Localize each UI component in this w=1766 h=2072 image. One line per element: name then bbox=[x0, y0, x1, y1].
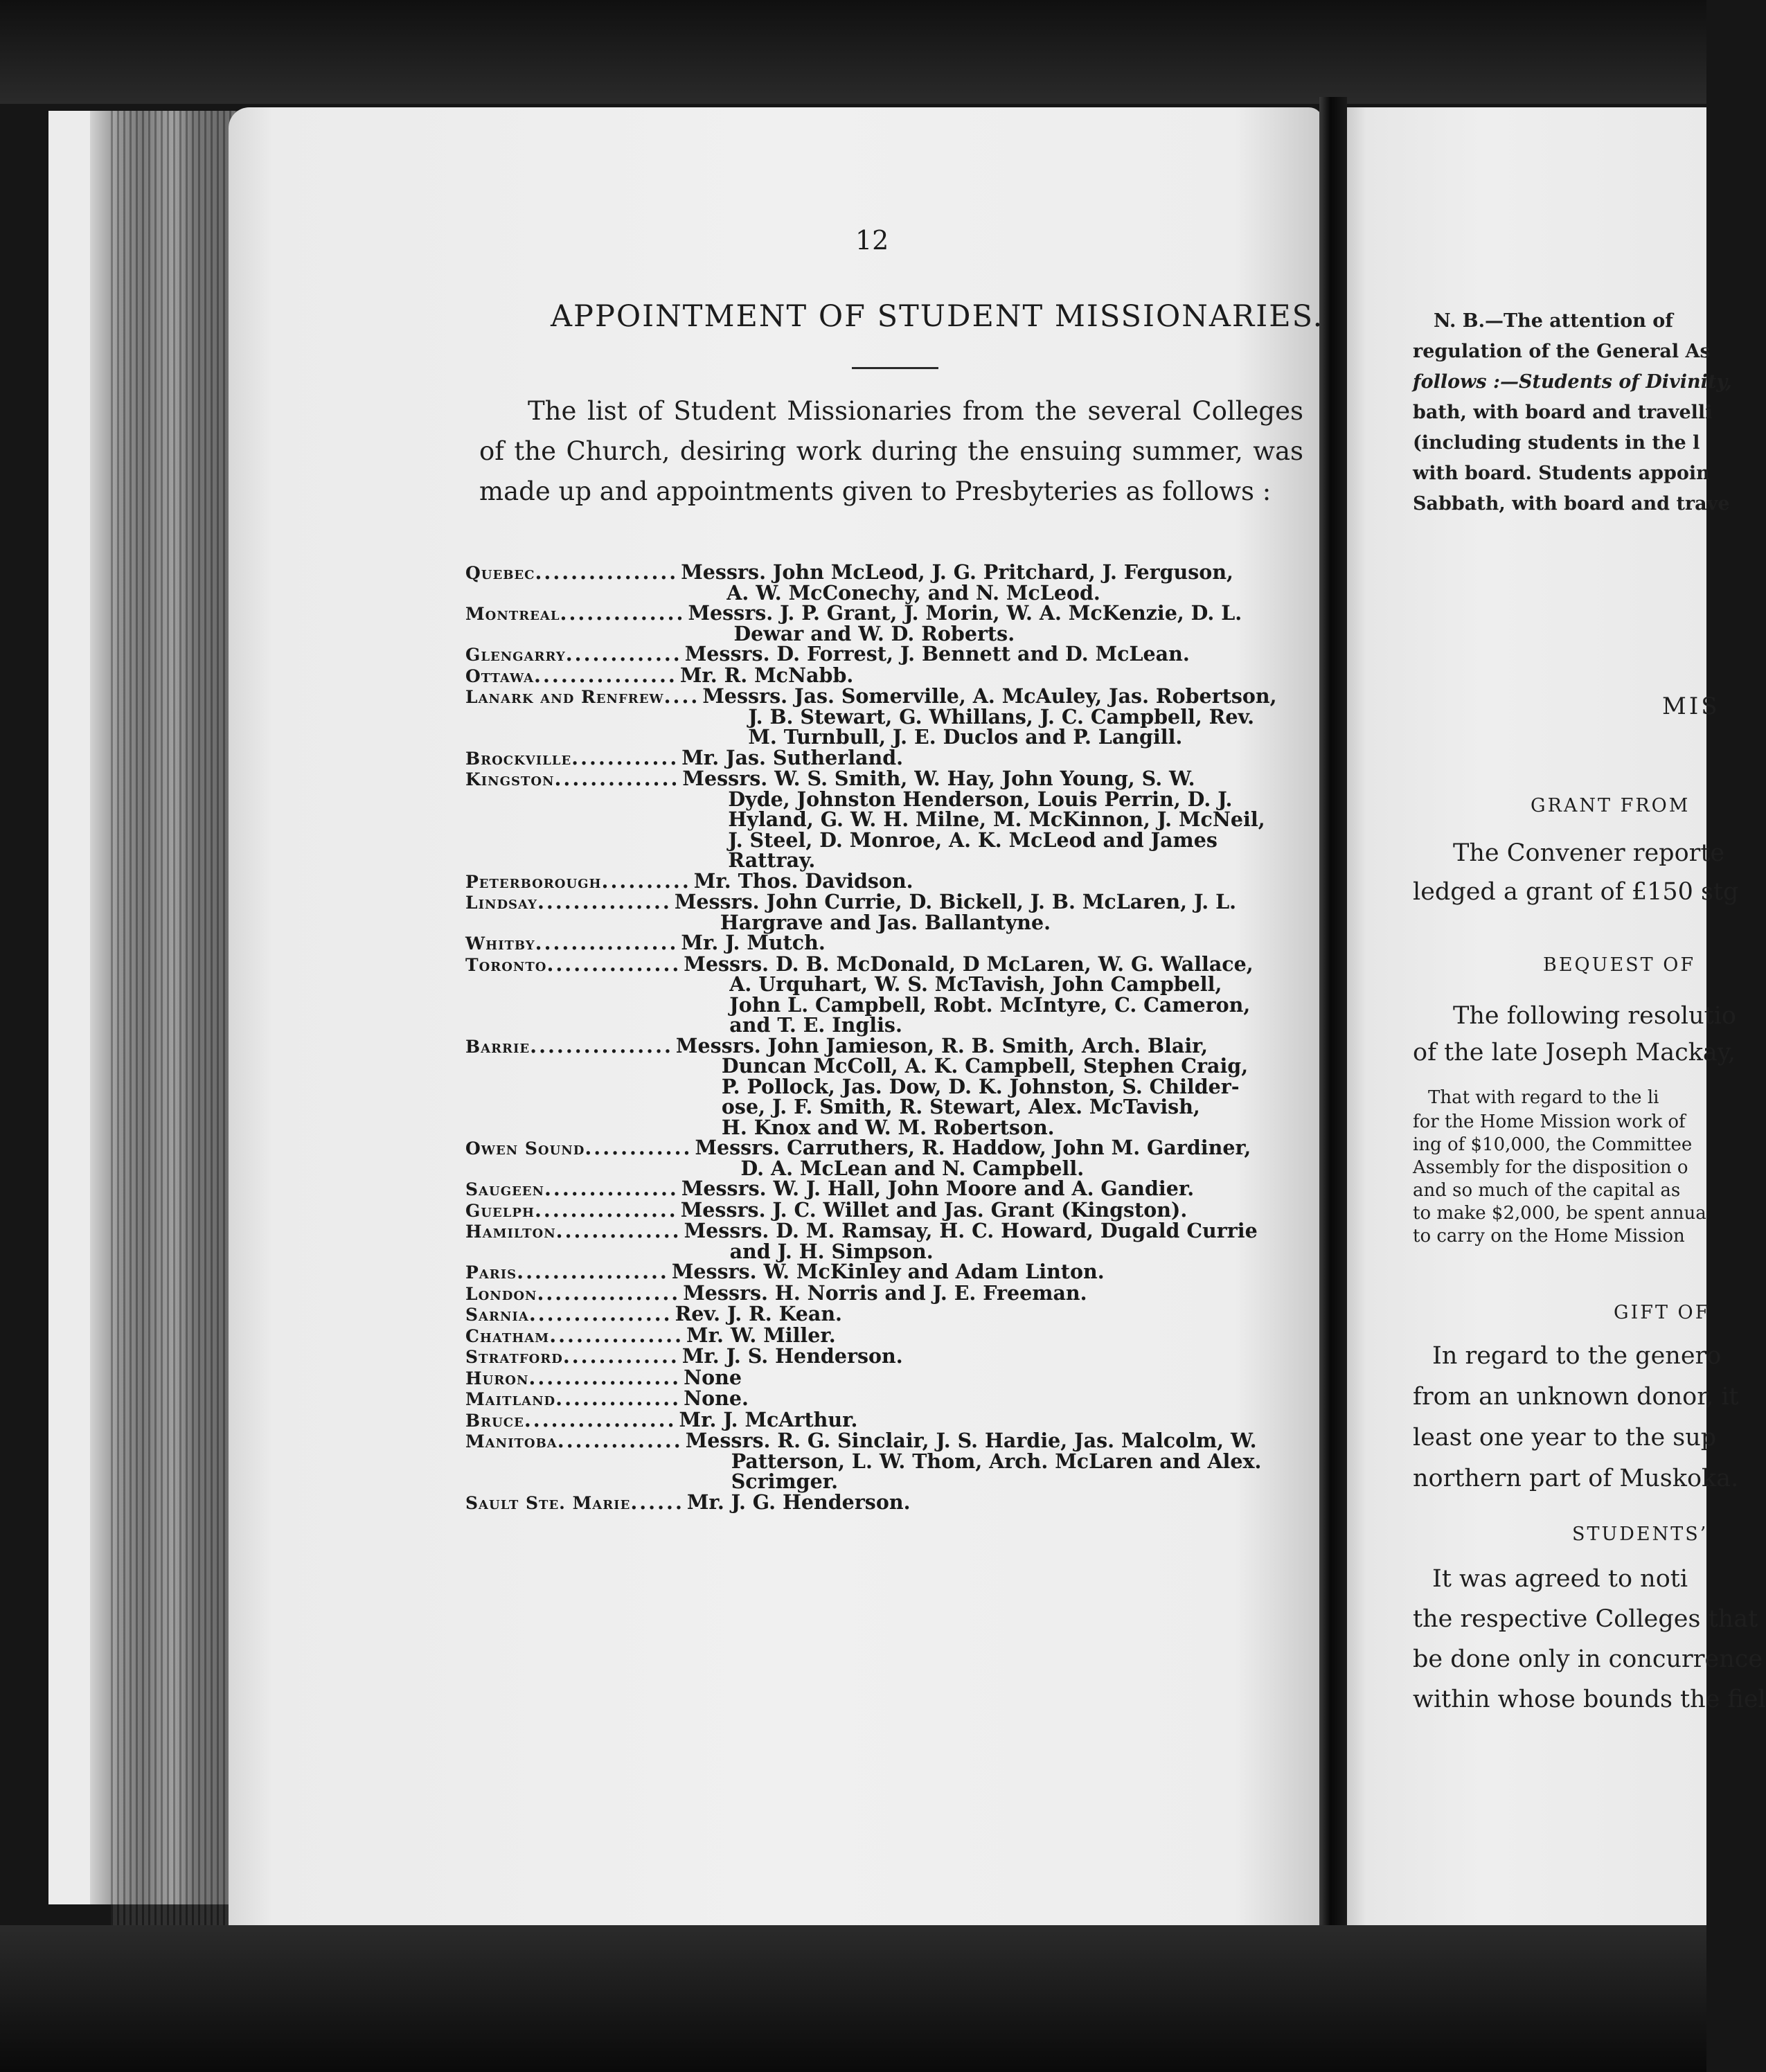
leader-dots: ............... bbox=[544, 1177, 679, 1200]
names-line: Messrs. D. B. McDonald, D McLaren, W. G. Wallace, bbox=[684, 952, 1254, 976]
presbytery-name: Whitby bbox=[465, 934, 535, 954]
leader-dots: ............... bbox=[549, 1323, 684, 1347]
missionary-names bbox=[683, 1431, 1296, 1492]
appointment-list bbox=[465, 562, 1296, 1513]
presbytery-name: Lindsay bbox=[465, 893, 537, 913]
missionary-names bbox=[684, 1325, 1296, 1347]
grant-line: The Convener reporte bbox=[1453, 839, 1725, 867]
leader-dots: ............... bbox=[546, 952, 681, 976]
leader-dots: ...... bbox=[630, 1490, 684, 1514]
students-line: within whose bounds the fiel bbox=[1413, 1686, 1766, 1713]
scan-background-bottom bbox=[0, 1925, 1706, 2072]
appointment-entry bbox=[465, 1407, 1296, 1431]
leader-dots: ............ bbox=[571, 745, 679, 769]
presbytery-name: Chatham bbox=[465, 1325, 550, 1346]
section-mark: MIS bbox=[1662, 693, 1720, 720]
names-line: Messrs. W. McKinley and Adam Linton. bbox=[671, 1260, 1105, 1283]
appointment-entry bbox=[465, 1431, 1296, 1492]
page-title: APPOINTMENT OF STUDENT MISSIONARIES. bbox=[551, 299, 1324, 334]
names-line: Rattray. bbox=[728, 848, 816, 872]
appointment-entry bbox=[465, 954, 1296, 1036]
appointment-entry bbox=[465, 1365, 1296, 1389]
appointment-entry bbox=[465, 769, 1296, 871]
presbytery-label bbox=[465, 686, 699, 748]
presbytery-name: Peterborough bbox=[465, 871, 602, 892]
names-line: P. Pollock, Jas. Dow, D. K. Johnston, S. Childer- bbox=[721, 1074, 1240, 1098]
names-line: Messrs. J. C. Willet and Jas. Grant (Kingston). bbox=[680, 1197, 1188, 1222]
intro-paragraph: The list of Student Missionaries from the several Colleges of the Church, desiring work during the ensuing summer, was made up and appointments given to Presbyteries as follows : bbox=[479, 396, 1303, 506]
appointment-entry bbox=[465, 1033, 1296, 1139]
presbytery-name: Bruce bbox=[465, 1410, 524, 1431]
presbytery-label bbox=[465, 1179, 679, 1200]
appointment-entry bbox=[465, 663, 1296, 687]
names-line: Hargrave and Jas. Ballantyne. bbox=[720, 910, 1051, 934]
names-line: John L. Campbell, Robt. McIntyre, C. Cameron, bbox=[729, 992, 1251, 1017]
title-rule bbox=[852, 367, 938, 369]
appointment-entry bbox=[465, 1492, 1296, 1514]
presbytery-label bbox=[465, 1304, 672, 1325]
appointment-entry bbox=[465, 644, 1296, 666]
students-line: be done only in concurrence bbox=[1413, 1645, 1763, 1673]
missionary-names bbox=[699, 686, 1296, 748]
presbytery-name: Kingston bbox=[465, 769, 555, 789]
students-line: It was agreed to noti bbox=[1432, 1565, 1688, 1593]
scan-background-top bbox=[0, 0, 1706, 104]
appointment-entry bbox=[465, 1304, 1296, 1325]
presbytery-label bbox=[465, 933, 678, 954]
names-line: Messrs. John McLeod, J. G. Pritchard, J. Ferguson, bbox=[681, 560, 1233, 584]
names-line: Dewar and W. D. Roberts. bbox=[733, 621, 1015, 645]
names-line: Hyland, G. W. H. Milne, M. McKinnon, J. McNeil, bbox=[728, 807, 1265, 831]
leader-dots: ................ bbox=[535, 931, 679, 954]
missionary-names bbox=[681, 1365, 1296, 1389]
presbytery-name: Owen Sound bbox=[465, 1138, 585, 1159]
missionary-names bbox=[684, 1492, 1296, 1514]
names-line: Duncan McColl, A. K. Campbell, Stephen Craig, bbox=[721, 1054, 1249, 1078]
names-line: Mr. J. S. Henderson. bbox=[681, 1344, 903, 1368]
bequest-line: of the late Joseph Mackay, bbox=[1413, 1039, 1736, 1066]
appointment-entry bbox=[465, 562, 1296, 603]
book-gutter bbox=[1319, 97, 1347, 1960]
missionary-names bbox=[680, 1280, 1296, 1305]
presbytery-name: Hamilton bbox=[465, 1222, 556, 1242]
names-line: J. Steel, D. Monroe, A. K. McLeod and James bbox=[728, 828, 1218, 852]
presbytery-name: Maitland bbox=[465, 1389, 556, 1409]
presbytery-label bbox=[465, 562, 678, 603]
presbytery-label bbox=[465, 1138, 692, 1179]
leader-dots: ................. bbox=[528, 1365, 681, 1389]
names-line: Messrs. Carruthers, R. Haddow, John M. Gardiner, bbox=[695, 1136, 1251, 1159]
names-line: M. Turnbull, J. E. Duclos and P. Langill. bbox=[748, 725, 1183, 749]
nb-line: regulation of the General As bbox=[1413, 341, 1711, 362]
presbytery-name: Stratford bbox=[465, 1347, 563, 1367]
missionary-names bbox=[678, 1197, 1296, 1222]
presbytery-label bbox=[465, 1365, 681, 1389]
presbytery-name: Glengarry bbox=[465, 645, 566, 665]
leader-dots: .............. bbox=[555, 1219, 681, 1242]
leader-dots: ............ bbox=[585, 1136, 693, 1159]
appointment-entry bbox=[465, 1138, 1296, 1179]
names-line: Messrs. John Currie, D. Bickell, J. B. McLaren, J. L. bbox=[674, 890, 1237, 913]
leader-dots: ................ bbox=[530, 1033, 673, 1057]
names-line: Mr. R. McNabb. bbox=[679, 663, 854, 687]
quote-line: ing of $10,000, the Committee bbox=[1413, 1134, 1693, 1155]
leader-dots: ................ bbox=[534, 663, 677, 687]
names-line: Messrs. D. M. Ramsay, H. C. Howard, Dugald Currie bbox=[684, 1219, 1258, 1242]
appointment-entry bbox=[465, 603, 1296, 644]
names-line: Mr. Jas. Sutherland. bbox=[681, 745, 904, 769]
page-number: 12 bbox=[855, 225, 889, 256]
appointment-entry bbox=[465, 1179, 1296, 1200]
nb-line: Sabbath, with board and trave bbox=[1413, 493, 1730, 515]
missionary-names bbox=[672, 1304, 1296, 1325]
nb-line: with board. Students appoin bbox=[1413, 463, 1710, 484]
gift-line: from an unknown donor, it bbox=[1413, 1383, 1739, 1411]
presbytery-name: Quebec bbox=[465, 563, 535, 583]
presbytery-name: Barrie bbox=[465, 1036, 530, 1057]
leader-dots: ................. bbox=[524, 1407, 677, 1431]
presbytery-name: Manitoba bbox=[465, 1431, 558, 1452]
missionary-names bbox=[691, 868, 1296, 893]
presbytery-name: London bbox=[465, 1283, 537, 1304]
presbytery-name: Paris bbox=[465, 1262, 517, 1283]
names-line: A. Urquhart, W. S. McTavish, John Campbell, bbox=[729, 972, 1222, 996]
missionary-names bbox=[685, 603, 1296, 644]
gift-line: In regard to the genero bbox=[1432, 1342, 1722, 1370]
presbytery-label bbox=[465, 745, 679, 769]
nb-line: (including students in the l bbox=[1413, 432, 1700, 454]
names-line: Mr. Thos. Davidson. bbox=[693, 868, 913, 893]
leader-dots: .............. bbox=[555, 1386, 681, 1410]
names-line: and J. H. Simpson. bbox=[729, 1239, 934, 1263]
leader-dots: ................ bbox=[535, 560, 679, 584]
names-line: Patterson, L. W. Thom, Arch. McLaren and Alex. bbox=[731, 1449, 1262, 1473]
missionary-names bbox=[679, 769, 1296, 871]
missionary-names bbox=[678, 562, 1296, 603]
quote-line: for the Home Mission work of bbox=[1413, 1111, 1686, 1132]
leader-dots: ................ bbox=[534, 1197, 678, 1222]
leader-dots: ............. bbox=[562, 1344, 679, 1368]
names-line: and T. E. Inglis. bbox=[729, 1013, 902, 1037]
heading-gift: GIFT OF bbox=[1614, 1302, 1711, 1323]
presbytery-name: Toronto bbox=[465, 954, 547, 975]
heading-bequest: BEQUEST OF bbox=[1543, 954, 1696, 976]
nb-line: N. B.—The attention of bbox=[1434, 310, 1673, 332]
appointment-entry bbox=[465, 1388, 1296, 1410]
names-line: Mr. W. Miller. bbox=[686, 1323, 836, 1347]
presbytery-name: Huron bbox=[465, 1368, 529, 1388]
names-line: Scrimger. bbox=[731, 1470, 839, 1493]
leader-dots: .............. bbox=[560, 601, 686, 625]
missionary-names bbox=[681, 1221, 1296, 1262]
appointment-entry bbox=[465, 933, 1296, 954]
heading-grant: GRANT FROM bbox=[1531, 795, 1691, 816]
presbytery-label bbox=[465, 1221, 681, 1262]
leader-dots: ............. bbox=[565, 642, 682, 666]
missionary-names bbox=[673, 1033, 1296, 1139]
students-line: the respective Colleges that bbox=[1413, 1605, 1758, 1633]
names-line: Mr. J. Mutch. bbox=[681, 931, 826, 954]
names-line: Messrs. J. P. Grant, J. Morin, W. A. McKenzie, D. L. bbox=[688, 601, 1242, 625]
gift-line: least one year to the sup bbox=[1413, 1424, 1717, 1452]
missionary-names bbox=[681, 1388, 1296, 1410]
appointment-entry bbox=[465, 1221, 1296, 1262]
names-line: Messrs. Jas. Somerville, A. McAuley, Jas. Robertson, bbox=[702, 684, 1277, 708]
names-line: Messrs. W. S. Smith, W. Hay, John Young, S. W. bbox=[682, 767, 1195, 790]
missionary-names bbox=[679, 745, 1296, 769]
nb-line: follows :—Students of Divinity, bbox=[1413, 371, 1732, 393]
names-line: Mr. J. G. Henderson. bbox=[686, 1490, 911, 1514]
presbytery-name: Brockville bbox=[465, 748, 572, 769]
leader-dots: .............. bbox=[554, 767, 680, 790]
names-line: ose, J. F. Smith, R. Stewart, Alex. McTavish, bbox=[721, 1095, 1200, 1118]
presbytery-label bbox=[465, 1388, 681, 1410]
appointment-entry bbox=[465, 1262, 1296, 1283]
quote-line: Assembly for the disposition o bbox=[1413, 1157, 1688, 1178]
presbytery-name: Lanark and Renfrew bbox=[465, 687, 664, 707]
presbytery-label bbox=[465, 892, 672, 933]
missionary-names bbox=[692, 1138, 1296, 1179]
quote-line: to make $2,000, be spent annua bbox=[1413, 1203, 1706, 1224]
presbytery-label bbox=[465, 1346, 679, 1368]
quote-line: and so much of the capital as bbox=[1413, 1180, 1681, 1201]
presbytery-label bbox=[465, 603, 685, 644]
appointment-entry bbox=[465, 1346, 1296, 1368]
presbytery-label bbox=[465, 1492, 684, 1514]
missionary-names bbox=[679, 1346, 1296, 1368]
names-line: H. Knox and W. M. Robertson. bbox=[721, 1115, 1055, 1139]
appointment-entry bbox=[465, 1280, 1296, 1305]
presbytery-label bbox=[465, 769, 679, 871]
appointment-entry bbox=[465, 868, 1296, 893]
quote-line: to carry on the Home Mission bbox=[1413, 1226, 1685, 1247]
presbytery-name: Saugeen bbox=[465, 1179, 544, 1199]
names-line: Messrs. D. Forrest, J. Bennett and D. McLean. bbox=[684, 642, 1190, 666]
presbytery-label bbox=[465, 1431, 683, 1492]
presbytery-name: Sarnia bbox=[465, 1305, 529, 1325]
missionary-names bbox=[669, 1262, 1296, 1283]
names-line: Rev. J. R. Kean. bbox=[675, 1302, 842, 1325]
missionary-names bbox=[681, 954, 1296, 1036]
names-line: J. B. Stewart, G. Whillans, J. C. Campbell, Rev. bbox=[748, 704, 1255, 729]
appointment-entry bbox=[465, 686, 1296, 748]
missionary-names bbox=[672, 892, 1296, 933]
presbytery-label bbox=[465, 1407, 677, 1431]
appointment-entry bbox=[465, 1197, 1296, 1222]
missionary-names bbox=[677, 1407, 1296, 1431]
missionary-names bbox=[682, 644, 1296, 666]
leader-dots: .......... bbox=[601, 868, 691, 893]
presbytery-label bbox=[465, 663, 677, 687]
names-line: D. A. McLean and N. Campbell. bbox=[740, 1156, 1085, 1180]
names-line: None bbox=[684, 1365, 742, 1389]
names-line: Dyde, Johnston Henderson, Louis Perrin, D. J. bbox=[728, 787, 1233, 811]
leader-dots: ................. bbox=[517, 1260, 669, 1283]
presbytery-label bbox=[465, 1262, 669, 1283]
heading-students: STUDENTS’ bbox=[1572, 1524, 1709, 1545]
appointment-entry bbox=[465, 892, 1296, 933]
quote-line: That with regard to the li bbox=[1428, 1087, 1659, 1108]
names-line: Mr. J. McArthur. bbox=[679, 1407, 858, 1431]
leader-dots: .............. bbox=[557, 1429, 683, 1452]
presbytery-label bbox=[465, 644, 682, 666]
missionary-names bbox=[677, 663, 1296, 687]
appointment-entry bbox=[465, 1325, 1296, 1347]
presbytery-label bbox=[465, 1280, 681, 1305]
nb-line: bath, with board and travelli bbox=[1413, 402, 1713, 423]
names-line: A. W. McConechy, and N. McLeod. bbox=[726, 580, 1100, 605]
leader-dots: ................ bbox=[537, 1280, 681, 1305]
presbytery-label bbox=[465, 1325, 684, 1347]
presbytery-name: Ottawa bbox=[465, 666, 535, 686]
names-line: Messrs. H. Norris and J. E. Freeman. bbox=[683, 1280, 1087, 1305]
presbytery-label bbox=[465, 954, 681, 1036]
leader-dots: ................ bbox=[528, 1302, 672, 1325]
names-line: None. bbox=[684, 1386, 749, 1410]
presbytery-label bbox=[465, 1197, 678, 1222]
presbytery-name: Guelph bbox=[465, 1200, 535, 1221]
missionary-names bbox=[679, 1179, 1296, 1200]
grant-line: ledged a grant of £150 stg bbox=[1413, 878, 1739, 906]
bequest-line: The following resolutio bbox=[1453, 1002, 1736, 1030]
presbytery-label bbox=[465, 1033, 673, 1138]
leader-dots: .... bbox=[663, 684, 700, 708]
presbytery-name: Sault Ste. Marie bbox=[465, 1492, 631, 1513]
appointment-entry bbox=[465, 745, 1296, 769]
names-line: Messrs. John Jamieson, R. B. Smith, Arch. Blair, bbox=[675, 1033, 1208, 1057]
book-block-edge bbox=[48, 111, 90, 1904]
presbytery-label bbox=[465, 868, 691, 893]
missionary-names bbox=[678, 933, 1296, 954]
presbytery-name: Montreal bbox=[465, 604, 560, 624]
names-line: Messrs. R. G. Sinclair, J. S. Hardie, Jas. Malcolm, W. bbox=[685, 1429, 1257, 1452]
gift-line: northern part of Muskoka. bbox=[1413, 1465, 1739, 1492]
names-line: Messrs. W. J. Hall, John Moore and A. Gandier. bbox=[681, 1177, 1195, 1200]
leader-dots: ............... bbox=[537, 890, 672, 913]
